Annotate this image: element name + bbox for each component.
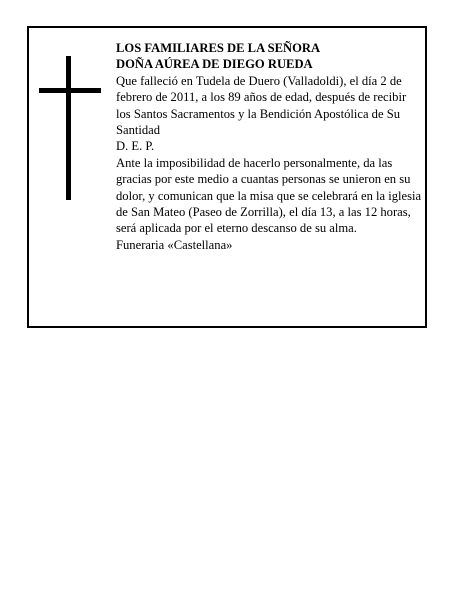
obituary-notice xyxy=(27,26,427,328)
latin-cross-icon xyxy=(39,56,101,200)
notice-heading-line-2: DOÑA AÚREA DE DIEGO RUEDA xyxy=(116,57,313,72)
death-announcement-paragraph: Que falleció en Tudela de Duero (Valladoldi), el día 2 de febrero de 2011, a los 89 años de edad, después de recibir los Santos Sacramentos y la Bendición Apostólica de Su Santidad xyxy=(116,73,407,138)
cross-vertical-bar xyxy=(66,56,71,200)
thanks-and-mass-paragraph: Ante la imposibilidad de hacerlo personalmente, da las gracias por este medio a cuantas personas se unieron en su dolor, y comunican que la misa que se celebrará en la iglesia de San Mateo (Paseo de Zorrilla), el día 13, a las 12 horas, será aplicada por el eterno descanso de su alma. xyxy=(116,155,422,236)
notice-heading-line-1: LOS FAMILIARES DE LA SEÑORA xyxy=(116,41,321,55)
dep-line: D. E. P. xyxy=(116,139,155,154)
funeral-home-name: Funeraria «Castellana» xyxy=(116,237,233,252)
notice-text xyxy=(116,40,422,253)
cross-horizontal-bar xyxy=(39,88,101,93)
